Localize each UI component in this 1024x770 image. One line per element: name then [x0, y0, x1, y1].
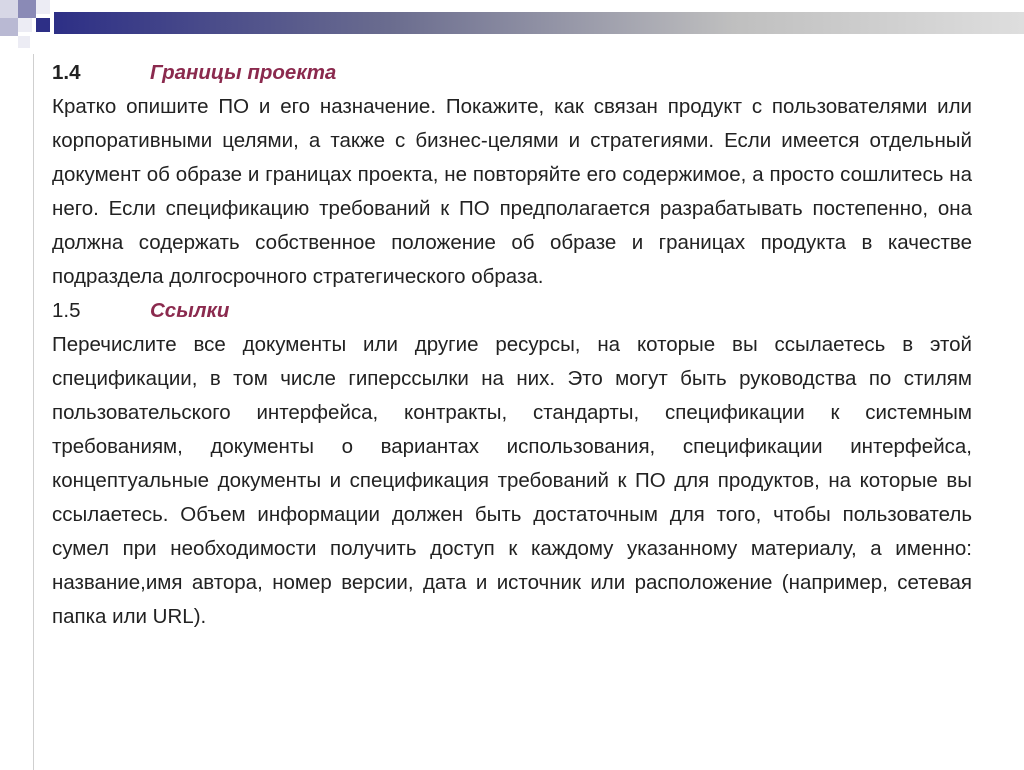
section-heading-1-4: [52, 56, 972, 90]
section-title: Ссылки: [150, 299, 230, 322]
decor-square: [36, 18, 50, 32]
section-heading-1-5: [52, 294, 972, 328]
section-body-1-5: Перечислите все документы или другие ресурсы, на которые вы ссылаетесь в этой спецификации, в том числе гиперссылки на них. Это могут быть руководства по стилям пользовательского интерфейса, контракты, стандарты, спецификации к системным требованиям, документы о вариантах использования, спецификации интерфейса, концептуальные документы и спецификация требований к ПО для продуктов, на которые вы ссылаетесь. Объем информации должен быть достаточным для того, чтобы пользователь сумел при необходимости получить доступ к каждому указанному материалу, а именно: название,имя автора, номер версии, дата и источник или расположение (например, сетевая папка или URL).: [52, 333, 972, 628]
section-number: 1.5: [52, 299, 81, 322]
section-body-1-4: Кратко опишите ПО и его назначение. Покажите, как связан продукт с пользователями или корпоративными целями, а также с бизнес-целями и стратегиями. Если имеется отдельный документ об образе и границах проекта, не повторяйте его содержимое, а просто сошлитесь на него. Если спецификацию требований к ПО предполагается разрабатывать постепенно, она должна содержать собственное положение об образе и границах продукта в качестве подраздела долгосрочного стратегического образа.: [52, 95, 972, 288]
decor-square: [36, 0, 50, 14]
decor-square: [18, 0, 36, 18]
decor-square: [0, 18, 18, 36]
decor-square: [18, 18, 32, 32]
left-divider-line: [33, 54, 34, 770]
header-gradient-bar: [54, 12, 1024, 34]
slide-content: [52, 56, 972, 634]
decor-square: [0, 0, 18, 18]
section-title: Границы проекта: [150, 61, 337, 84]
section-number: 1.4: [52, 61, 81, 84]
decor-square: [18, 36, 30, 48]
